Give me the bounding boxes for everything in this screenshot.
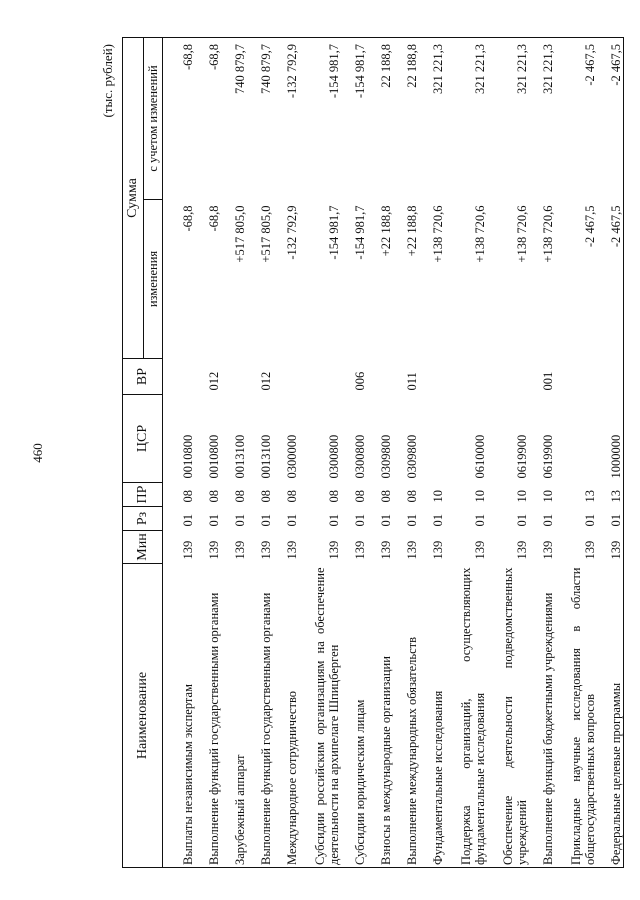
row-csr: 0300800 [327, 434, 342, 479]
row-vr: 006 [353, 371, 368, 391]
row-name: Прикладные научные исследования в области общегосударственных вопросов [555, 564, 597, 868]
row-name: Международное сотрудничество [273, 564, 299, 868]
row-rz: 01 [379, 514, 394, 527]
row-pr: 10 [541, 490, 556, 503]
row-rz: 01 [181, 514, 196, 527]
row-rz: 01 [285, 514, 300, 527]
row-total: -68,8 [163, 38, 196, 200]
row-total: 740 879,7 [221, 38, 247, 200]
row-csr [419, 395, 445, 483]
row-total: 321 221,3 [529, 38, 555, 200]
row-rz: 01 [473, 514, 488, 527]
row-vr [445, 359, 487, 395]
row-csr: 0619900 [515, 434, 530, 479]
table-row [487, 38, 529, 868]
row-total: -68,8 [195, 38, 221, 200]
row-vr [163, 359, 196, 395]
row-vr [597, 359, 624, 395]
row-pr: 08 [233, 490, 248, 503]
row-total: 22 188,8 [393, 38, 419, 200]
row-rz: 01 [233, 514, 248, 527]
row-pr: 08 [285, 490, 300, 503]
table-row [341, 38, 367, 868]
row-pr: 13 [583, 490, 598, 503]
table-row [163, 38, 196, 868]
row-vr: 001 [541, 371, 556, 391]
row-total: 321 221,3 [419, 38, 445, 200]
row-pr: 13 [597, 483, 624, 507]
row-csr: 0619900 [541, 434, 556, 479]
row-min: 139 [207, 540, 222, 560]
row-csr: 0300000 [285, 434, 300, 479]
header-csr: ЦСР [123, 395, 163, 483]
row-total: -2 467,5 [597, 38, 624, 200]
row-pr: 08 [405, 490, 420, 503]
table-row [445, 38, 487, 868]
row-min: 139 [515, 540, 530, 560]
row-name: Выполнение функций государственными органами [195, 564, 221, 868]
row-change: +138 720,6 [541, 205, 556, 263]
row-name: Зарубежный аппарат [221, 564, 247, 868]
row-change: +138 720,6 [473, 205, 488, 263]
row-min: 139 [259, 540, 274, 560]
row-vr [487, 359, 529, 395]
row-change: +517 805,0 [259, 205, 274, 263]
row-rz: 01 [431, 514, 446, 527]
row-name: Фундаментальные исследования [419, 564, 445, 868]
row-name: Взносы в международные организации [367, 564, 393, 868]
row-vr [299, 359, 341, 395]
row-pr: 08 [353, 490, 368, 503]
row-vr [273, 359, 299, 395]
row-pr: 08 [207, 490, 222, 503]
row-change: +22 188,8 [379, 205, 394, 257]
row-csr: 0610000 [473, 434, 488, 479]
row-vr [221, 359, 247, 395]
row-csr [555, 395, 597, 483]
header-vr: ВР [123, 359, 163, 395]
row-min: 139 [181, 540, 196, 560]
row-vr [555, 359, 597, 395]
row-name: Обеспечение деятельности подведомственных учреждений [487, 564, 529, 868]
table-row [221, 38, 247, 868]
header-min: Мин [123, 531, 163, 564]
table-body [163, 38, 624, 868]
header-name: Наименование [123, 564, 163, 868]
row-total: -154 981,7 [341, 38, 367, 200]
row-rz: 01 [515, 514, 530, 527]
table-row [195, 38, 221, 868]
row-pr: 08 [327, 490, 342, 503]
row-min: 139 [233, 540, 248, 560]
table-row [597, 38, 624, 868]
row-change: +138 720,6 [431, 205, 446, 263]
row-total: -154 981,7 [299, 38, 341, 200]
row-name: Выполнение функций государственными органами [247, 564, 273, 868]
row-rz: 01 [597, 507, 624, 531]
row-vr: 011 [405, 372, 420, 391]
row-csr: 0309800 [379, 434, 394, 479]
row-csr: 0013100 [259, 434, 274, 479]
row-change: -132 792,9 [285, 205, 300, 260]
row-vr: 012 [259, 371, 274, 391]
units-note: (тыс. рублей) [100, 44, 115, 118]
table-row [419, 38, 445, 868]
row-name: Поддержка организаций, осуществляющих фундаментальные исследования [445, 564, 487, 868]
row-min: 139 [353, 540, 368, 560]
table-header [123, 38, 163, 868]
row-rz: 01 [207, 514, 222, 527]
row-rz: 01 [259, 514, 274, 527]
row-total: 740 879,7 [247, 38, 273, 200]
row-min: 139 [327, 540, 342, 560]
row-csr: 0013100 [233, 434, 248, 479]
row-csr: 0010800 [207, 434, 222, 479]
row-vr [419, 359, 445, 395]
row-change: -68,8 [181, 205, 196, 232]
header-sum: Сумма [123, 38, 144, 359]
row-min: 139 [405, 540, 420, 560]
row-rz: 01 [327, 514, 342, 527]
row-change: -68,8 [207, 205, 222, 232]
row-name: Субсидии российским организациям на обеспечение деятельности на архипелаге Шпицберген [299, 564, 341, 868]
table-row [367, 38, 393, 868]
row-total: 22 188,8 [367, 38, 393, 200]
row-total: -2 467,5 [555, 38, 597, 200]
table-row [529, 38, 555, 868]
row-rz: 01 [583, 514, 598, 527]
row-change: +138 720,6 [515, 205, 530, 263]
row-name: Федеральные целевые программы [597, 564, 624, 868]
row-min: 139 [473, 540, 488, 560]
row-total: -132 792,9 [273, 38, 299, 200]
row-pr: 10 [431, 490, 446, 503]
row-csr: 0309800 [405, 434, 420, 479]
table-row [393, 38, 419, 868]
table-row [273, 38, 299, 868]
row-name: Выполнение международных обязательств [393, 564, 419, 868]
row-min: 139 [583, 540, 598, 560]
row-change: +517 805,0 [233, 205, 248, 263]
row-change: -2 467,5 [597, 200, 624, 359]
row-total: 321 221,3 [487, 38, 529, 200]
table-row [299, 38, 341, 868]
row-pr: 08 [259, 490, 274, 503]
header-with-changes: с учетом изменений [144, 38, 163, 200]
header-pr: ПР [123, 483, 163, 507]
row-min: 139 [597, 531, 624, 564]
row-pr: 10 [515, 490, 530, 503]
page-number: 460 [30, 443, 45, 463]
row-change: -154 981,7 [353, 205, 368, 260]
row-vr: 012 [207, 371, 222, 391]
row-name: Выплаты независимым экспертам [163, 564, 196, 868]
row-min: 139 [285, 540, 300, 560]
row-change: -154 981,7 [327, 205, 342, 260]
row-csr: 0300800 [353, 434, 368, 479]
row-pr: 08 [181, 490, 196, 503]
table-row [247, 38, 273, 868]
header-rz: Рз [123, 507, 163, 531]
row-rz: 01 [353, 514, 368, 527]
row-min: 139 [379, 540, 394, 560]
row-rz: 01 [541, 514, 556, 527]
row-change: -2 467,5 [583, 205, 598, 248]
header-changes: изменения [144, 200, 163, 359]
table-row [555, 38, 597, 868]
row-rz: 01 [405, 514, 420, 527]
rotated-page-content [100, 38, 624, 868]
row-name: Выполнение функций бюджетными учреждениями [529, 564, 555, 868]
row-total: 321 221,3 [445, 38, 487, 200]
row-min: 139 [541, 540, 556, 560]
row-csr: 0010800 [181, 434, 196, 479]
row-csr: 1000000 [597, 395, 624, 483]
row-change: +22 188,8 [405, 205, 420, 257]
row-pr: 10 [473, 490, 488, 503]
row-pr: 08 [379, 490, 394, 503]
row-min: 139 [431, 540, 446, 560]
budget-table [122, 37, 624, 868]
row-name: Субсидии юридическим лицам [341, 564, 367, 868]
row-vr [367, 359, 393, 395]
